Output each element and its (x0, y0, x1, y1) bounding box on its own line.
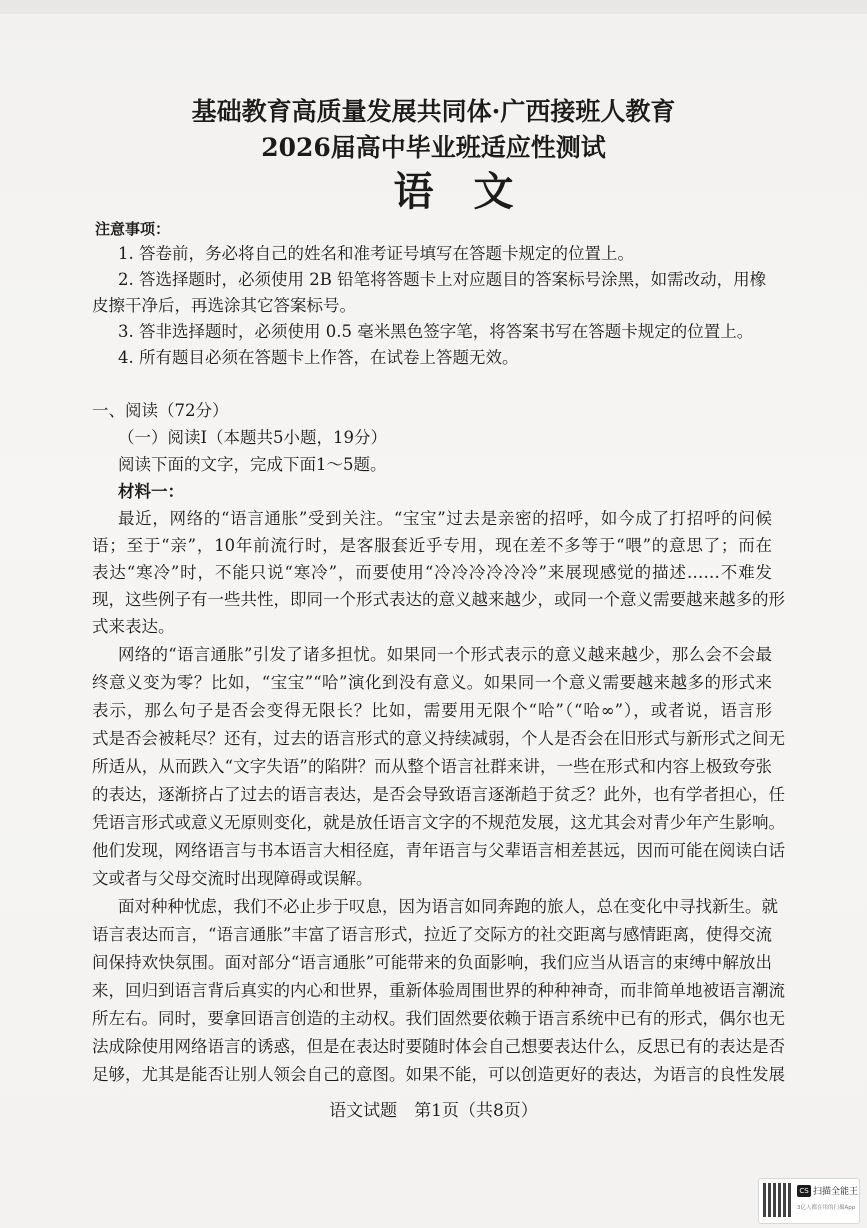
subject-title: 语文 (393, 168, 554, 215)
paragraph-line: 间保持欢快氛围。面对部分“语言通胀”可能带来的负面影响，我们应当从语言的束缚中解放出 (92, 953, 772, 972)
paragraph-line: 语言表达而言，“语言通胀”丰富了语言形式，拉近了交际方的社交距离与感情距离，使得交流 (92, 925, 772, 944)
paragraph-line: 最近，网络的“语言通胀”受到关注。“宝宝”过去是亲密的招呼，如今成了打招呼的问候 (118, 509, 772, 528)
camscanner-logo-icon: CS (797, 1185, 811, 1197)
paragraph-line: 现，这些例子有一些共性，即同一个形式表达的意义越来越少，或同一个意义需要越来越多的形 (92, 590, 785, 609)
paragraph-line: 足够，尤其是能否让别人领会自己的意图。如果不能，可以创造更好的表达，为语言的良性发展 (92, 1065, 785, 1084)
scanner-watermark (758, 1178, 860, 1224)
exam-title: 2026届高中毕业班适应性测试 (261, 133, 606, 162)
note-item: 3. 答非选择题时，必须使用 0.5 毫米黑色签字笔，将答案书写在答题卡规定的位置上。 (118, 322, 754, 341)
section-title: 一、阅读（72分） (92, 401, 229, 420)
paragraph-line: 所适从，从而跌入“文字失语”的陷阱？而从整个语言社群来讲，一些在形式和内容上极致夸张 (92, 757, 772, 776)
exam-organizer-title: 基础教育高质量发展共同体·广西接班人教育 (191, 97, 676, 126)
scanner-tagline: 3亿人都在用的扫描App (797, 1205, 856, 1211)
paragraph-line: 的表达，逐渐挤占了过去的语言表达，是否会导致语言逐渐趋于贫乏？此外，也有学者担心，任 (92, 785, 785, 804)
paragraph-line: 凭语言形式或意义无原则变化，就是放任语言文字的不规范发展，这尤其会对青少年产生影响。 (92, 813, 785, 832)
paragraph-line: 面对种种忧虑，我们不必止步于叹息，因为语言如同奔跑的旅人，总在变化中寻找新生。就 (118, 897, 778, 916)
paragraph-line: 表示，那么句子是否会变得无限长？比如，需要用无限个“哈”（“哈∞”），或者说，语言形 (92, 701, 772, 720)
paragraph-line: 语；至于“亲”，10年前流行时，是客服套近乎专用，现在差不多等于“喂”的意思了；而在 (92, 536, 772, 555)
paragraph-line: 终意义变为零？比如，“宝宝”“哈”演化到没有意义。如果同一个意义需要越来越多的形式来 (92, 673, 772, 692)
note-item: 1. 答卷前，务必将自己的姓名和准考证号填写在答题卡规定的位置上。 (118, 244, 634, 263)
scan-edge-shadow (0, 0, 867, 14)
paragraph-line: 来，回归到语言背后真实的内心和世界，重新体验周围世界的种种神奇，而非简单地被语言潮流 (92, 981, 785, 1000)
paragraph-line: 表达“寒冷”时，不能只说“寒冷”，而要使用“冷冷冷冷冷冷”来展现感觉的描述……不难发 (92, 563, 772, 582)
instruction: 阅读下面的文字，完成下面1～5题。 (118, 455, 387, 474)
paragraph-line: 法成除使用网络语言的诱惑，但是在表达时要随时体会自己想要表达什么，反思已有的表达是否 (92, 1037, 785, 1056)
note-item: 4. 所有题目必须在答题卡上作答，在试卷上答题无效。 (118, 348, 519, 367)
paragraph-line: 网络的“语言通胀”引发了诸多担忧。如果同一个形式表示的意义越来越少，那么会不会最 (118, 645, 772, 664)
scanner-app-name: 扫描全能王 (813, 1187, 859, 1197)
note-item: 2. 答选择题时，必须使用 2B 铅笔将答题卡上对应题目的答案标号涂黑，如需改动，用橡 (118, 270, 767, 289)
paragraph-line: 式来表达。 (92, 617, 175, 636)
paragraph-line: 式是否会被耗尽？还有，过去的语言形式的意义持续减弱，个人是否会在旧形式与新形式之间无 (92, 729, 785, 748)
material-label: 材料一： (118, 482, 184, 501)
paragraph-line: 他们发现，网络语言与书本语言大相径庭，青年语言与父辈语言相差甚远，因而可能在阅读白话 (92, 841, 785, 860)
note-item-continued: 皮擦干净后，再选涂其它答案标号。 (92, 296, 356, 315)
page-footer: 语文试题 第1页（共8页） (329, 1101, 538, 1121)
paragraph-line: 所左右。同时，要拿回语言创造的主动权。我们固然要依赖于语言系统中已有的形式，偶尔也无 (92, 1009, 785, 1028)
notes-title: 注意事项： (95, 220, 171, 238)
paragraph-line: 文或者与父母交流时出现障碍或误解。 (92, 869, 373, 888)
qr-code-icon (763, 1183, 793, 1217)
subsection-title: （一）阅读Ⅰ（本题共5小题，19分） (118, 428, 388, 447)
